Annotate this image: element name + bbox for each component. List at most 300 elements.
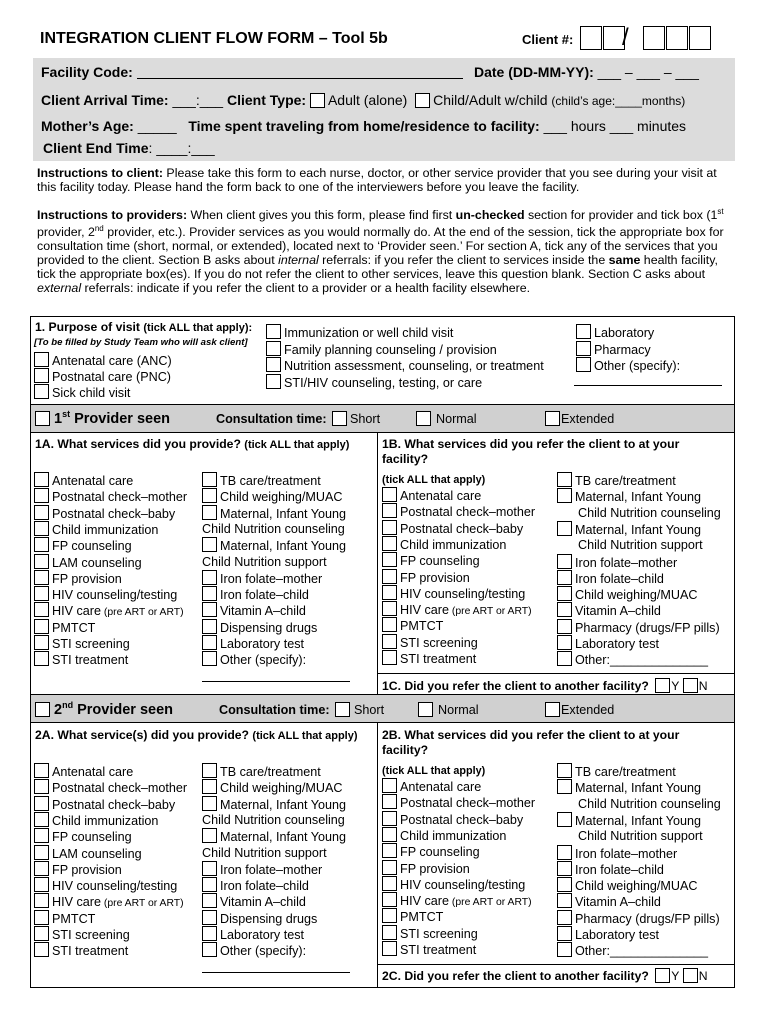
provider-1-b-option-11[interactable] (382, 650, 476, 667)
provider-1-a-option-checkbox[interactable] (202, 635, 217, 650)
provider-1-b-option-9[interactable] (557, 602, 661, 619)
provider-1-a-option-checkbox[interactable] (34, 554, 49, 569)
provider-1-a-option-12[interactable] (202, 651, 306, 668)
provider-1-b-option-2[interactable] (382, 503, 535, 520)
provider-2-a-option-checkbox[interactable] (34, 926, 49, 941)
provider-1-a-option-3[interactable] (202, 505, 346, 522)
provider-1-b-option-2[interactable] (557, 488, 701, 505)
provider-2-a-option-checkbox[interactable] (34, 861, 49, 876)
purpose-option-checkbox[interactable] (266, 357, 281, 372)
provider-1-label: Provider seen (70, 410, 171, 427)
divider (30, 432, 735, 433)
provider-1-a-option-4[interactable] (34, 521, 158, 538)
provider-1-b-option-checkbox[interactable] (382, 487, 397, 502)
provider-2-b-option-label: Other: (575, 944, 610, 959)
client-id-box-3[interactable] (643, 26, 665, 50)
provider-2-a-option-1[interactable] (34, 763, 133, 780)
provider-2-a-option-2[interactable] (202, 779, 343, 796)
date-field[interactable]: ___ – ___ – ___ (597, 64, 699, 80)
provider-2-a-option-checkbox[interactable] (34, 763, 49, 778)
provider-1-b-option-checkbox[interactable] (382, 650, 397, 665)
provider-1-c-yes-checkbox[interactable] (655, 678, 670, 693)
provider-2-checkbox[interactable] (35, 702, 50, 717)
consultation-time-label: Consultation time: (216, 412, 327, 426)
provider-2-b-option-checkbox[interactable] (382, 843, 397, 858)
provider-1-b-option-1[interactable] (382, 487, 481, 504)
provider-2-b-option-checkbox[interactable] (382, 860, 397, 875)
provider-2-b-option-checkbox[interactable] (557, 877, 572, 892)
provider-1-a-option-checkbox[interactable] (34, 651, 49, 666)
provider-1-b-option-label: Pharmacy (drugs/FP pills) (575, 620, 720, 635)
provider-1-b-option-blank[interactable]: ______________ (610, 653, 709, 668)
provider-1-b-option-label: STI screening (400, 635, 478, 650)
provider-2-b-option-label: Vitamin A–child (575, 895, 661, 910)
purpose-option-label: Immunization or well child visit (284, 326, 454, 340)
consult-short-option[interactable] (332, 411, 380, 426)
provider-2-a-option-checkbox[interactable] (202, 910, 217, 925)
provider-2-a-option-1[interactable] (202, 763, 321, 780)
provider-2-b-option-checkbox[interactable] (557, 861, 572, 876)
provider-2-b-option-2[interactable] (382, 794, 535, 811)
provider-1-b-option-1[interactable] (557, 472, 676, 489)
provider-1-a-option-label: Antenatal care (52, 474, 134, 488)
form-title: INTEGRATION CLIENT FLOW FORM – Tool 5b (40, 30, 388, 47)
provider-2-a-option-label: LAM counseling (52, 846, 142, 861)
provider-2-a-option-checkbox[interactable] (202, 796, 217, 811)
provider-1-a-option-1[interactable] (34, 472, 133, 489)
purpose-option-checkbox[interactable] (266, 341, 281, 356)
purpose-option-checkbox[interactable] (576, 357, 591, 372)
provider-1-a-option-label: STI screening (52, 637, 130, 651)
purpose-option-1[interactable] (576, 324, 654, 341)
provider-1-b-option-checkbox[interactable] (557, 619, 572, 634)
provider-1-a-option-checkbox[interactable] (34, 586, 49, 601)
provider-2-b-option-checkbox[interactable] (382, 892, 397, 907)
provider-1-b-option-label: Postnatal check–mother (400, 505, 536, 520)
provider-1-b-option-label: Postnatal check–baby (400, 521, 524, 536)
provider-2-a-option-checkbox[interactable] (34, 942, 49, 957)
provider-1-b-option-checkbox[interactable] (382, 617, 397, 632)
provider-2-a-option-checkbox[interactable] (34, 796, 49, 811)
facility-code-field[interactable] (137, 65, 463, 79)
provider-1-a-option-7[interactable] (202, 570, 322, 587)
provider-2-b-option-checkbox[interactable] (557, 763, 572, 778)
provider-2-a-option-3[interactable] (202, 796, 346, 813)
client-id-box-1[interactable] (580, 26, 602, 50)
age-travel-row (41, 118, 686, 134)
provider-1-b-option-label: Child immunization (400, 537, 507, 552)
consult-extended-option[interactable] (545, 702, 614, 717)
arrival-time-field[interactable]: ___:___ (172, 92, 224, 108)
provider-1-b-option-checkbox[interactable] (382, 601, 397, 616)
mothers-age-field[interactable]: _____ (137, 118, 177, 134)
provider-2-b-option-checkbox[interactable] (557, 812, 572, 827)
provider-1-a-option-label: TB care/treatment (220, 474, 321, 488)
provider-1-b-option-7[interactable] (557, 570, 664, 587)
provider-1-b-option-checkbox[interactable] (557, 635, 572, 650)
provider-2-c-title: 2C. Did you refer the client to another facility? (382, 969, 649, 983)
provider-2-a-option-10[interactable] (202, 910, 317, 927)
provider-1-a-option-8[interactable] (34, 586, 177, 603)
provider-2-a-option-label: FP counseling (52, 830, 132, 845)
purpose-option-checkbox[interactable] (576, 341, 591, 356)
provider-1-a-option-label: Other (specify): (220, 653, 307, 668)
provider-1-a-other-specify-line[interactable] (202, 681, 350, 682)
purpose-tick-note: (tick ALL that apply): (143, 322, 253, 334)
provider-1-b-option-12[interactable] (557, 651, 708, 668)
provider-2-a-option-6[interactable] (34, 845, 142, 862)
end-time-field[interactable]: : ____:___ (148, 140, 215, 156)
provider-2-b-option-5[interactable] (382, 843, 480, 860)
provider-instructions (37, 205, 737, 295)
provider-1-b-option-10[interactable] (382, 634, 478, 651)
provider-2-a-option-checkbox[interactable] (34, 910, 49, 925)
provider-2-b-option-label: Maternal, Infant Young (575, 813, 702, 828)
provider-1-b-option-checkbox[interactable] (557, 488, 572, 503)
provider-2-b-option-checkbox[interactable] (382, 827, 397, 842)
provider-2-b-option-checkbox[interactable] (557, 893, 572, 908)
provider-1-b-option-7[interactable] (382, 585, 525, 602)
provider-2-a-option-5[interactable] (202, 828, 346, 845)
provider-2-a-option-label: Postnatal check–baby (52, 797, 176, 812)
provider-1-a-option-checkbox[interactable] (202, 586, 217, 601)
consult-short-option[interactable] (335, 702, 384, 717)
provider-1-b-option-6[interactable] (382, 569, 470, 586)
provider-2-b-option-7[interactable] (557, 861, 664, 878)
provider-1-checkbox[interactable] (35, 411, 50, 426)
provider-1-a-option-11[interactable] (202, 635, 304, 652)
provider-1-b-option-checkbox[interactable] (557, 586, 572, 601)
provider-2-label: Provider seen (73, 701, 174, 718)
provider-1-a-option-11[interactable] (34, 635, 130, 652)
consultation-time-label: Consultation time: (219, 703, 330, 717)
provider-2-a-option-checkbox[interactable] (202, 893, 217, 908)
client-id-box-4[interactable] (666, 26, 688, 50)
provider-1-a-option-label: HIV care (52, 604, 101, 619)
consult-short-label: Short (350, 412, 381, 426)
provider-2-a-option-checkbox[interactable] (202, 942, 217, 957)
provider-1-a-option-checkbox[interactable] (202, 651, 217, 666)
provider-1-b-option-11[interactable] (557, 635, 659, 652)
provider-1-a-option-1[interactable] (202, 472, 321, 489)
provider-1-c-title: 1C. Did you refer the client to another facility? (382, 679, 649, 693)
provider-1-a-option-label: PMTCT (52, 620, 96, 635)
provider-2-a-option-11[interactable] (202, 926, 304, 943)
provider-1-a-option-checkbox[interactable] (34, 472, 49, 487)
provider-2-b-option-9[interactable] (382, 908, 443, 925)
provider-2-a-option-suffix: (pre ART or ART) (101, 898, 184, 910)
provider-2-b-option-3[interactable] (382, 811, 523, 828)
provider-2-a-option-label: Child immunization (52, 813, 159, 828)
provider-2-b-option-4[interactable] (557, 812, 701, 829)
provider-1-a-option-checkbox[interactable] (202, 505, 217, 520)
purpose-option-label: Sick child visit (52, 386, 131, 400)
provider-1-a-option-checkbox[interactable] (202, 619, 217, 634)
provider-2-c-yes-checkbox[interactable] (655, 968, 670, 983)
consult-normal-option[interactable] (416, 411, 477, 426)
adult-checkbox[interactable] (310, 93, 325, 108)
provider-1-a-option-checkbox[interactable] (202, 602, 217, 617)
emphasis-same: same (608, 253, 641, 268)
provider-1-a-option-9[interactable] (202, 602, 306, 619)
provider-2-a-option-8[interactable] (202, 877, 309, 894)
provider-1-b-option-5[interactable] (382, 552, 480, 569)
consult-short-checkbox[interactable] (332, 411, 347, 426)
provider-1-title (35, 409, 170, 427)
provider-2-a-option-checkbox[interactable] (34, 845, 49, 860)
travel-hours-field[interactable]: ___ hours (543, 118, 606, 134)
provider-1-b-option-5 (578, 537, 703, 553)
provider-1-a-option-checkbox[interactable] (202, 488, 217, 503)
provider-2-b-option-checkbox[interactable] (557, 779, 572, 794)
provider-2-b-option-checkbox[interactable] (382, 876, 397, 891)
provider-2-a-option-checkbox[interactable] (34, 893, 49, 908)
provider-1-b-option-8[interactable] (557, 586, 698, 603)
provider-2-a-option-label: Postnatal check–mother (52, 781, 188, 796)
provider-1-a-option-2[interactable] (202, 488, 343, 505)
purpose-option-checkbox[interactable] (576, 324, 591, 339)
purpose-option-3[interactable] (34, 384, 130, 401)
provider-2-a-option-12[interactable] (34, 942, 128, 959)
client-instructions-label: Instructions to client: (37, 166, 163, 180)
provider-1-b-option-checkbox[interactable] (557, 602, 572, 617)
superscript: nd (62, 700, 74, 710)
provider-2-b-option-blank[interactable]: ______________ (610, 944, 709, 959)
provider-1-a-option-checkbox[interactable] (34, 635, 49, 650)
provider-2-b-option-label: STI screening (400, 926, 478, 941)
provider-2-b-option-9[interactable] (557, 893, 661, 910)
provider-2-b-option-checkbox[interactable] (557, 845, 572, 860)
provider-2-number: 2 (54, 701, 63, 718)
provider-2-b-option-3 (578, 796, 721, 812)
consult-normal-checkbox[interactable] (416, 411, 431, 426)
provider-2-b-option-8[interactable] (557, 877, 698, 894)
provider-2-b-option-4[interactable] (382, 827, 506, 844)
provider-2-b-option-checkbox[interactable] (382, 925, 397, 940)
provider-2-b-option-12[interactable] (557, 942, 708, 959)
provider-1-a-option-12[interactable] (34, 651, 128, 668)
provider-1-b-option-checkbox[interactable] (557, 472, 572, 487)
provider-2-a-option-checkbox[interactable] (202, 763, 217, 778)
provider-1-b-option-checkbox[interactable] (382, 536, 397, 551)
provider-2-a-option-label: Antenatal care (52, 765, 134, 779)
provider-1-b-option-4[interactable] (557, 521, 701, 538)
provider-2-b-option-label: HIV counseling/testing (400, 877, 526, 892)
provider-2-b-option-6[interactable] (557, 845, 677, 862)
purpose-option-checkbox[interactable] (266, 324, 281, 339)
provider-2-b-option-1[interactable] (382, 778, 481, 795)
provider-2-b-option-checkbox[interactable] (382, 778, 397, 793)
provider-instructions-text: section for provider and tick box (1 (524, 208, 718, 223)
provider-1-a-option-checkbox[interactable] (34, 537, 49, 552)
purpose-other-specify-line[interactable] (574, 385, 722, 386)
provider-2-a-option-9[interactable] (202, 893, 306, 910)
provider-2-a-option-checkbox[interactable] (202, 926, 217, 941)
provider-2-a-option-7[interactable] (202, 861, 322, 878)
provider-1-b-option-checkbox[interactable] (557, 554, 572, 569)
provider-1-a-option-10[interactable] (34, 619, 95, 636)
consult-short-checkbox[interactable] (335, 702, 350, 717)
provider-2-c-no-checkbox[interactable] (683, 968, 698, 983)
provider-1-b-option-10[interactable] (557, 619, 720, 636)
provider-1-b-option-checkbox[interactable] (557, 651, 572, 666)
provider-2-b-option-checkbox[interactable] (557, 942, 572, 957)
tick-all-note: (tick ALL that apply) (382, 474, 486, 486)
provider-2-b-option-checkbox[interactable] (382, 941, 397, 956)
provider-1-c-no-checkbox[interactable] (683, 678, 698, 693)
provider-1-a-option-checkbox[interactable] (34, 570, 49, 585)
client-id-box-5[interactable] (689, 26, 711, 50)
provider-1-a-option-checkbox[interactable] (202, 472, 217, 487)
provider-1-a-option-label: Dispensing drugs (220, 620, 318, 635)
superscript: st (717, 207, 724, 216)
provider-instructions-text: When client gives you this form, please find first (187, 208, 456, 223)
provider-2-b-option-checkbox[interactable] (382, 811, 397, 826)
provider-2-a-option-checkbox[interactable] (202, 828, 217, 843)
purpose-option-label: Antenatal care (ANC) (52, 354, 172, 368)
purpose-option-3[interactable] (266, 357, 544, 374)
provider-1-a-option-5[interactable] (202, 537, 346, 554)
provider-2-b-option-7[interactable] (382, 876, 525, 893)
provider-instructions-label: Instructions to providers: (37, 208, 188, 223)
provider-1-a-option-7[interactable] (34, 570, 122, 587)
purpose-option-checkbox[interactable] (34, 368, 49, 383)
child-adult-checkbox[interactable] (415, 93, 430, 108)
provider-2-a-option-checkbox[interactable] (34, 812, 49, 827)
provider-2-b-option-11[interactable] (557, 926, 659, 943)
provider-2-b-option-label: Antenatal care (400, 780, 482, 794)
provider-1-b-option-label: Antenatal care (400, 489, 482, 503)
provider-1-b-option-label: PMTCT (400, 619, 444, 634)
provider-2-b-option-6[interactable] (382, 860, 470, 877)
provider-2-a-option-checkbox[interactable] (202, 877, 217, 892)
consult-extended-option[interactable] (545, 411, 614, 426)
consult-normal-checkbox[interactable] (418, 702, 433, 717)
provider-1-a-option-label: Maternal, Infant Young (220, 506, 347, 521)
provider-1-a-option-checkbox[interactable] (34, 505, 49, 520)
adult-label: Adult (alone) (327, 92, 408, 108)
provider-1-a-option-checkbox[interactable] (34, 521, 49, 536)
provider-1-a-option-2[interactable] (34, 488, 187, 505)
provider-2-b-option-11[interactable] (382, 941, 476, 958)
provider-1-b-option-checkbox[interactable] (382, 520, 397, 535)
provider-1-a-option-label: HIV counseling/testing (52, 588, 178, 603)
provider-1-a-option-checkbox[interactable] (34, 619, 49, 634)
provider-1-a-option-label: LAM counseling (52, 555, 142, 570)
purpose-option-2[interactable] (266, 341, 497, 358)
provider-2-b-option-1[interactable] (557, 763, 676, 780)
no-label: N (698, 969, 708, 983)
provider-2-a-option-3[interactable] (34, 796, 175, 813)
purpose-option-checkbox[interactable] (34, 384, 49, 399)
purpose-option-1[interactable] (34, 352, 172, 369)
provider-2-b-option-label: TB care/treatment (575, 765, 676, 779)
provider-1-a-option-5[interactable] (34, 537, 132, 554)
purpose-option-label: Postnatal care (PNC) (52, 370, 171, 384)
provider-1-b-option-6[interactable] (557, 554, 677, 571)
yes-label: Y (671, 679, 680, 693)
provider-2-a-option-checkbox[interactable] (202, 779, 217, 794)
provider-2-a-option-checkbox[interactable] (34, 877, 49, 892)
consult-normal-option[interactable] (418, 702, 479, 717)
provider-2-b-option-checkbox[interactable] (382, 908, 397, 923)
travel-minutes-field[interactable]: ___ minutes (609, 118, 687, 134)
purpose-option-1[interactable] (266, 324, 453, 341)
purpose-option-checkbox[interactable] (34, 352, 49, 367)
provider-2-b-option-label: Iron folate–child (575, 862, 664, 877)
provider-1-a-option-label: Vitamin A–child (220, 604, 306, 619)
provider-2-b-option-checkbox[interactable] (382, 794, 397, 809)
provider-2-b-option-10[interactable] (382, 925, 478, 942)
provider-2-a-option-11[interactable] (34, 926, 130, 943)
provider-2-a-option-7[interactable] (34, 861, 122, 878)
provider-1-a-option-checkbox[interactable] (202, 570, 217, 585)
provider-2-b-option-label: Child weighing/MUAC (575, 879, 698, 894)
consult-extended-checkbox[interactable] (545, 702, 560, 717)
provider-1-b-option-checkbox[interactable] (557, 570, 572, 585)
provider-2-b-option-checkbox[interactable] (557, 926, 572, 941)
childs-age-field[interactable]: (child’s age:____months) (551, 94, 686, 108)
purpose-option-4[interactable] (266, 374, 482, 391)
provider-2-a-other-specify-line[interactable] (202, 972, 350, 973)
purpose-option-2[interactable] (576, 341, 651, 358)
provider-1-a-option-checkbox[interactable] (202, 537, 217, 552)
provider-2-a-option-checkbox[interactable] (202, 861, 217, 876)
provider-1-b-option-checkbox[interactable] (557, 521, 572, 536)
provider-2-b-option-2[interactable] (557, 779, 701, 796)
provider-1-b-option-label: STI treatment (400, 652, 477, 666)
provider-2-a-option-2[interactable] (34, 779, 187, 796)
provider-2-a-option-8[interactable] (34, 877, 177, 894)
provider-1-b-option-label: Maternal, Infant Young (575, 490, 702, 505)
provider-1-b-option-4[interactable] (382, 536, 506, 553)
provider-1-b-option-9[interactable] (382, 617, 443, 634)
provider-1-b-option-checkbox[interactable] (382, 569, 397, 584)
provider-1-a-option-checkbox[interactable] (34, 602, 49, 617)
provider-1-b-option-checkbox[interactable] (382, 585, 397, 600)
provider-2-a-option-checkbox[interactable] (34, 779, 49, 794)
provider-1-b-option-3[interactable] (382, 520, 523, 537)
provider-2-a-option-12[interactable] (202, 942, 306, 959)
provider-2-a-option-4[interactable] (34, 812, 158, 829)
provider-2-a-option-10[interactable] (34, 910, 95, 927)
provider-2-a-option-checkbox[interactable] (34, 828, 49, 843)
provider-2-b-option-checkbox[interactable] (557, 910, 572, 925)
provider-1-a-option-label: Laboratory test (220, 637, 305, 651)
provider-2-a-option-label: Maternal, Infant Young (220, 797, 347, 812)
provider-1-a-option-10[interactable] (202, 619, 317, 636)
provider-2-a-option-label: Child weighing/MUAC (220, 781, 343, 796)
superscript: st (62, 409, 71, 419)
provider-1-b-option-checkbox[interactable] (382, 634, 397, 649)
provider-instructions-text: referrals: if you refer the client to services inside the (318, 253, 609, 268)
provider-1-a-option-6[interactable] (34, 554, 142, 571)
provider-1-b-option-checkbox[interactable] (382, 552, 397, 567)
purpose-option-checkbox[interactable] (266, 374, 281, 389)
provider-2-b-option-10[interactable] (557, 910, 720, 927)
provider-1-a-option-checkbox[interactable] (34, 488, 49, 503)
provider-2-a-option-5[interactable] (34, 828, 132, 845)
purpose-option-3[interactable] (576, 357, 680, 374)
provider-2-b-option-label: Pharmacy (drugs/FP pills) (575, 911, 720, 926)
consult-extended-checkbox[interactable] (545, 411, 560, 426)
column-divider (377, 432, 378, 694)
provider-1-a-option-8[interactable] (202, 586, 309, 603)
provider-1-b-option-checkbox[interactable] (382, 503, 397, 518)
arrival-type-row (41, 92, 685, 108)
provider-1-a-option-3[interactable] (34, 505, 175, 522)
purpose-option-2[interactable] (34, 368, 171, 385)
